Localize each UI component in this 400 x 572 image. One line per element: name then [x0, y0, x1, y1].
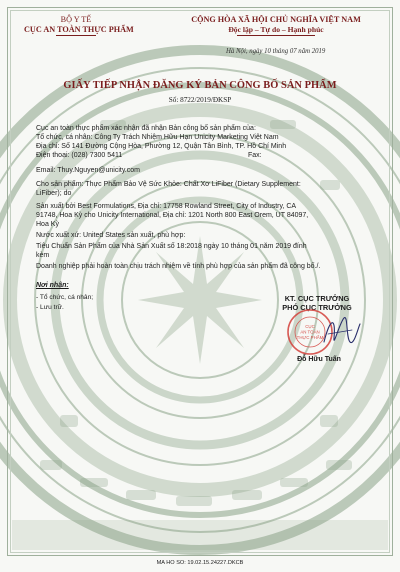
signer-subtitle: PHÓ CỤC TRƯỞNG	[282, 303, 352, 312]
address-line: Địa chỉ: Số 141 Đường Cộng Hòa, Phường 12, Quận Tân Bình, TP. Hồ Chí Minh	[36, 143, 287, 150]
dossier-code: MA HO SO: 19.02.15.24227.DKCB	[156, 560, 244, 566]
recipients-title: Nơi nhận:	[36, 282, 69, 289]
document-number: Số: 8722/2019/ĐKSP	[168, 96, 232, 104]
product-line-1: Cho sản phẩm: Thực Phẩm Bảo Vệ Sức Khỏe: Chất Xơ LiFiber (Dietary Supplement:	[36, 181, 301, 188]
phone-line: Điện thoại: (028) 7300 5411	[36, 152, 123, 159]
email-line: Email: Thuy.Nguyen@unicity.com	[36, 167, 140, 174]
svg-text:CỤC: CỤC	[305, 324, 315, 329]
intro-line: Cục an toàn thực phẩm xác nhận đã nhận Bản công bố sản phẩm của:	[36, 125, 256, 132]
origin-line: Nước xuất xứ: United States sản xuất, phù hợp:	[36, 232, 186, 239]
fax-line: Fax:	[248, 152, 262, 159]
organization-line: Tổ chức, cá nhân: Công Ty Trách Nhiệm Hữu Hạn Unicity Marketing Việt Nam	[36, 134, 279, 141]
national-motto: Độc lập – Tự do – Hạnh phúc	[228, 25, 324, 34]
manufacturer-line-2: 91748, Hoa Kỳ cho Unicity International, Địa chỉ: 1201 North 800 East Orem, UT 84097,	[36, 212, 309, 219]
agency-underline	[56, 35, 96, 36]
standard-line-2: kèm	[36, 252, 50, 259]
product-line-2: LiFiber); do	[36, 190, 72, 197]
ministry-name: BỘ Y TẾ	[60, 15, 92, 24]
manufacturer-line-3: Hoa Kỳ	[36, 221, 59, 228]
signer-title: KT. CỤC TRƯỞNG	[284, 294, 350, 303]
republic-name: CỘNG HÒA XÃ HỘI CHỦ NGHĨA VIỆT NAM	[191, 15, 361, 24]
responsibility-line: Doanh nghiệp phải hoàn toàn chịu trách nhiệm về tính phù hợp của sản phẩm đã công bố./.	[36, 263, 321, 270]
handwritten-signature	[318, 308, 364, 354]
recipient-item: - Lưu trữ.	[36, 304, 64, 311]
document-title: GIẤY TIẾP NHẬN ĐĂNG KÝ BẢN CÔNG BỐ SẢN PHẨM	[63, 80, 337, 91]
svg-text:AN TOÀN: AN TOÀN	[300, 329, 320, 335]
recipient-item: - Tổ chức, cá nhân;	[36, 294, 94, 301]
signer-name: Đỗ Hữu Tuấn	[297, 356, 341, 363]
agency-name: CỤC AN TOÀN THỰC PHẨM	[24, 25, 134, 34]
manufacturer-line-1: Sản xuất bởi Best Formulations, Địa chỉ: 17758 Rowland Street, City of Industry, CA	[36, 203, 297, 210]
standard-line-1: Tiêu Chuẩn Sản Phẩm của Nhà Sản Xuất số 18:2018 ngày 10 tháng 01 năm 2019 đính	[36, 243, 307, 250]
motto-underline	[237, 35, 315, 36]
issue-date: Hà Nội, ngày 10 tháng 07 năm 2019	[226, 48, 326, 55]
svg-text:THỰC PHẨM: THỰC PHẨM	[296, 335, 324, 340]
